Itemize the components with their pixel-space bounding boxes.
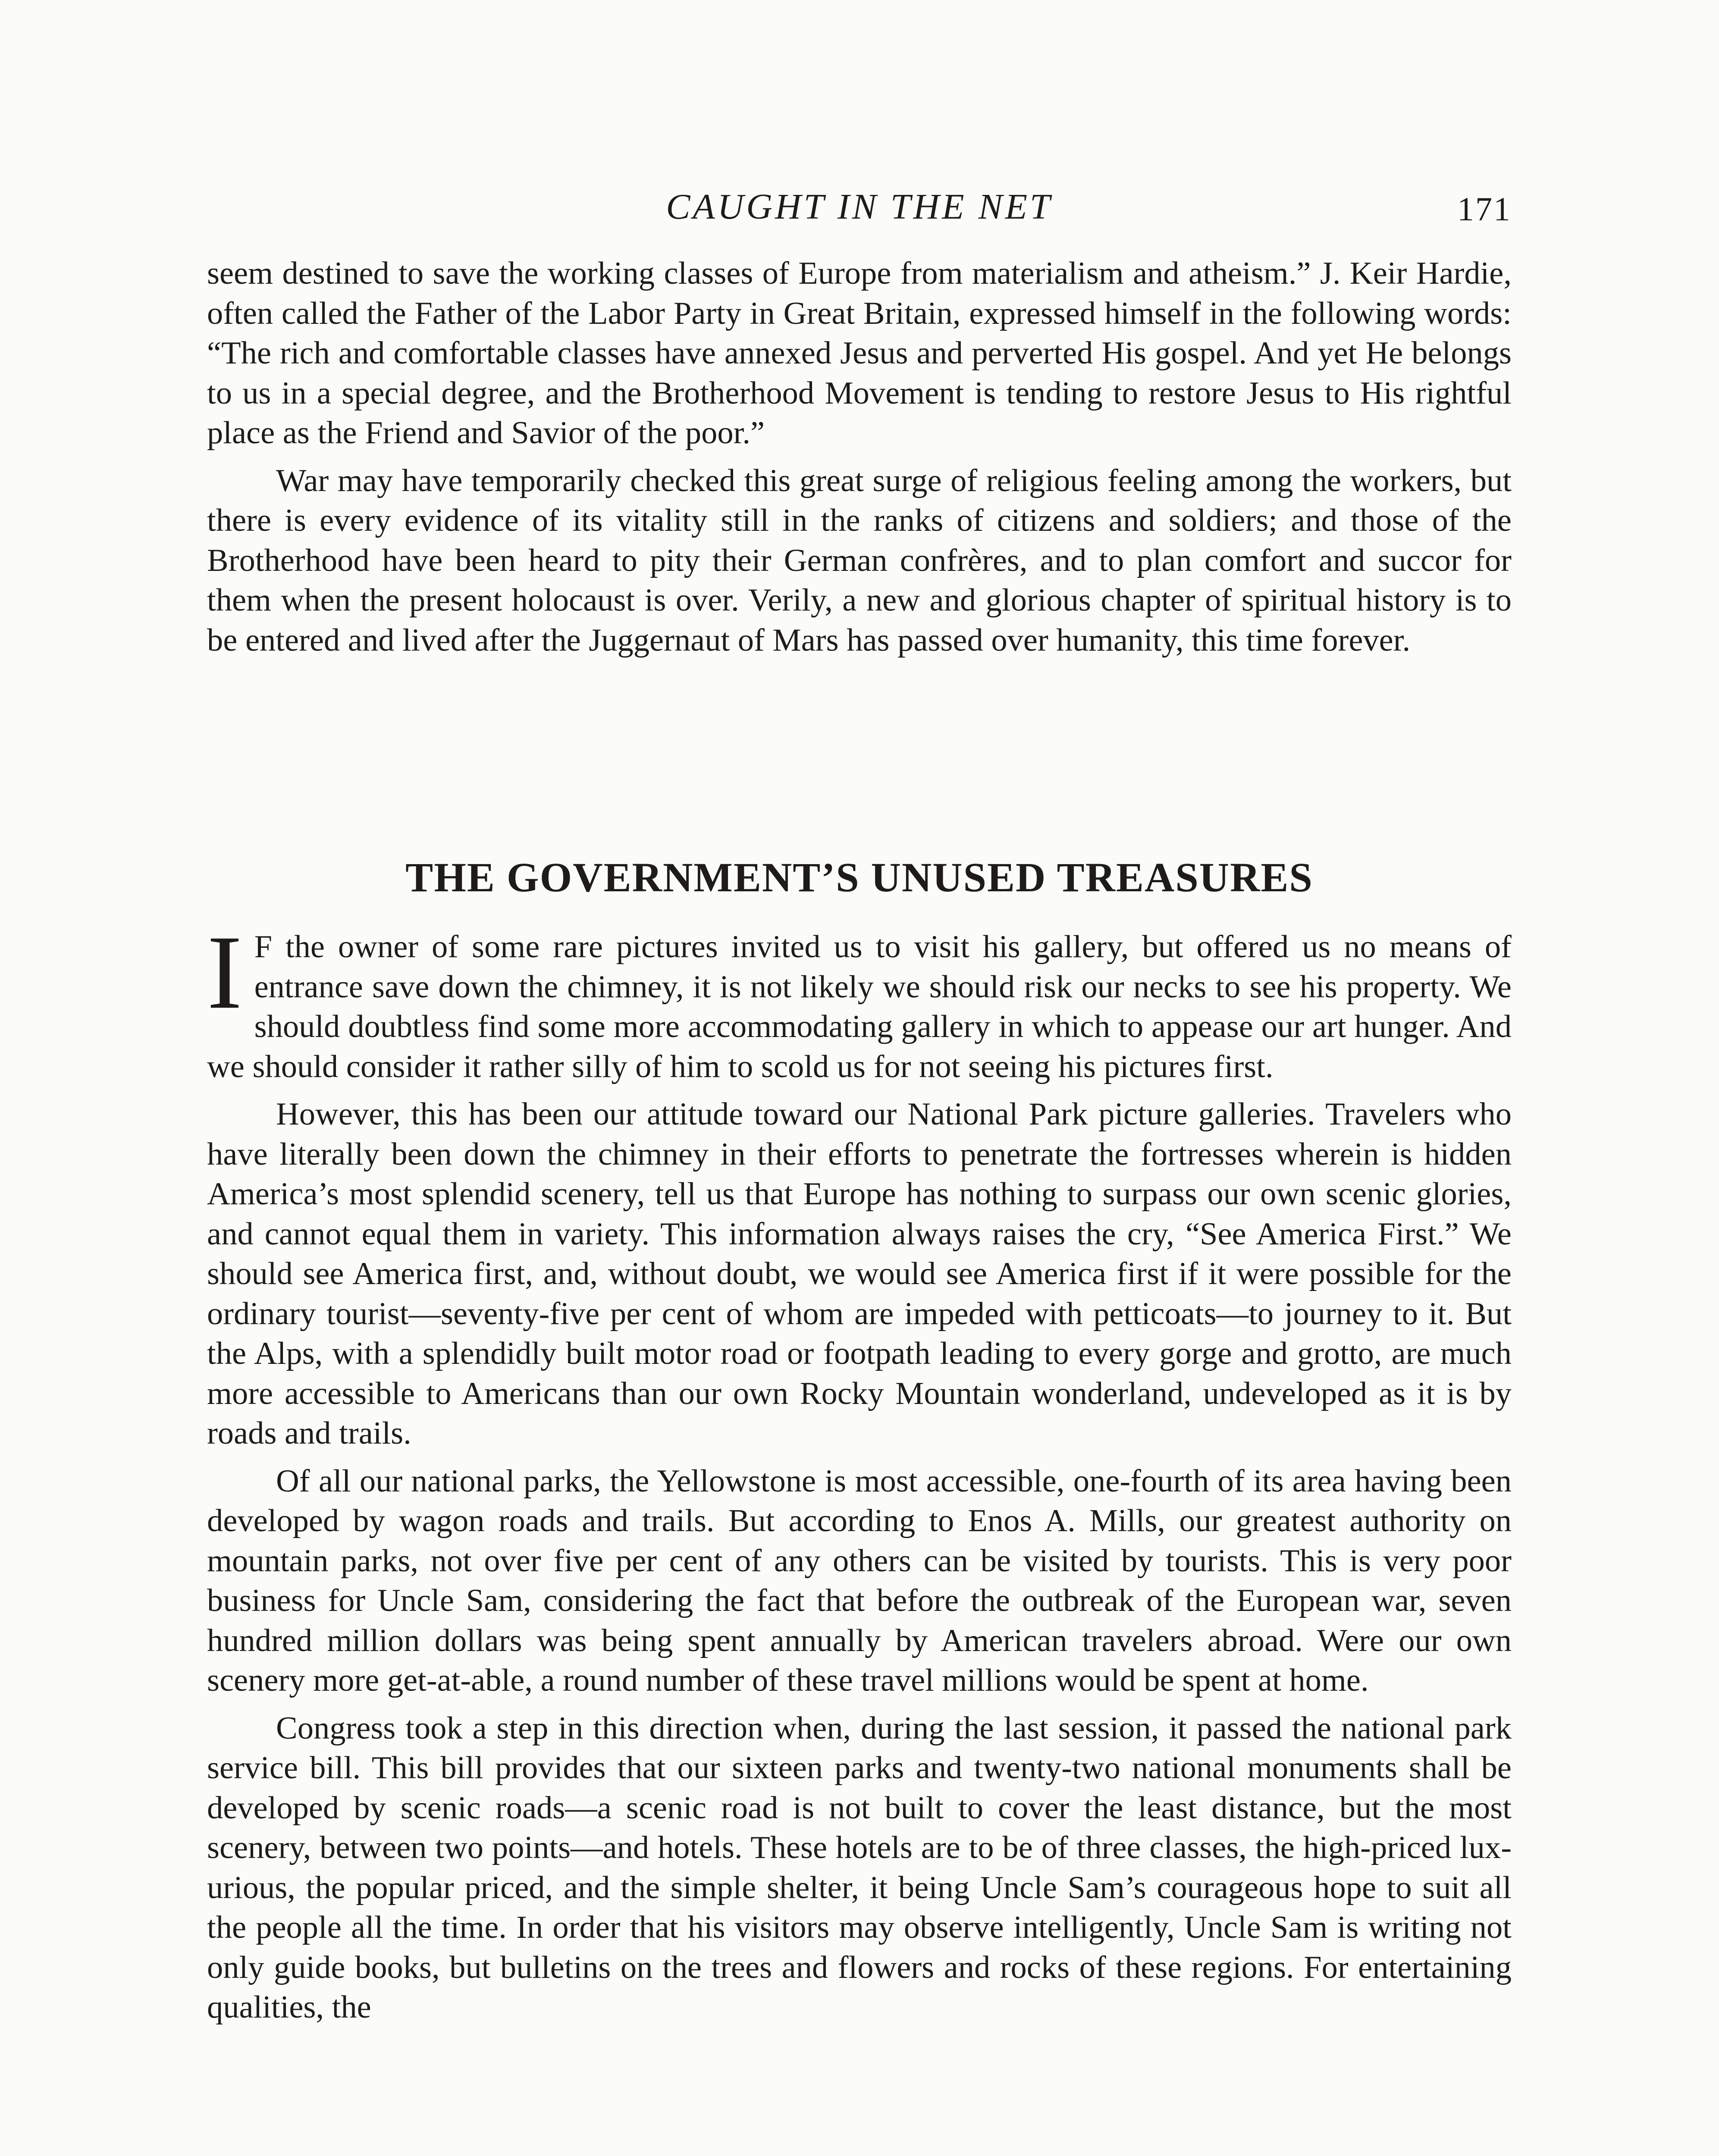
page-number: 171 <box>1457 190 1512 228</box>
paragraph: Of all our national parks, the Yellowstone is most accessible, one-fourth of its area having been developed by wagon roads and trails. But according to Enos A. Mills, our greatest authority on mountain parks, not over five per cent of any others can be visited by tourists. This is very poor business for Uncle Sam, considering the fact that before the outbreak of the European war, seven hundred million dollars was being spent annually by American travelers abroad. Were our own scenery more get-at-able, a round number of these travel millions would be spent at home. <box>207 1463 1512 1698</box>
paragraph: seem destined to save the working classes of Europe from materialism and atheism.” J. Keir Hardie, often called the Father of the Labor Party in Great Britain, expressed himself in the following words: “The rich and comfortable classes have annexed Jesus and perverted His gospel. And yet He belongs to us in a special degree, and the Brotherhood Movement is tending to restore Jesus to His rightful place as the Friend and Savior of the poor.” <box>207 256 1512 451</box>
first-paragraph-text: F the owner of some rare pictures invited us to visit his gallery, but offered us no means of entrance save down the chimney, it is not likely we should risk our necks to see his property. We should doubtless find some more accommodating gallery in which to appease our art hunger. And we should consider it rather silly of him to scold us for not seeing his pictures first. <box>207 929 1512 1084</box>
paragraph: However, this has been our attitude toward our National Park picture galleries. Travelers who have literally been down the chimney in their efforts to penetrate the fortresses wherein is hidden America’s most splendid scenery, tell us that Europe has nothing to surpass our own scenic glories, and cannot equal them in variety. This information always raises the cry, “See America First.” We should see America first, and, without doubt, we would see America first if it were possible for the ordinary tourist—seventy-five per cent of whom are impeded with petticoats—to journey to it. But the Alps, with a splendidly built motor road or footpath leading to every gorge and grotto, are much more accessible to Americans than our own Rocky Mountain wonderland, undeveloped as it is by roads and trails. <box>207 1097 1512 1451</box>
article-body <box>207 914 1512 2035</box>
running-title: CAUGHT IN THE NET <box>666 187 1053 227</box>
paragraph: War may have temporarily checked this great surge of religious feeling among the workers, but there is every evidence of its vitality still in the ranks of citizens and soldiers; and those of the Brotherhood have been heard to pity their German confrères, and to plan comfort and succor for them when the present holocaust is over. Verily, a new and glorious chapter of spiritual history is to be entered and lived after the Juggernaut of Mars has passed over humanity, this time forever. <box>207 463 1512 658</box>
article-title: THE GOVERNMENT’S UNUSED TREASURES <box>405 854 1313 900</box>
paragraph: Congress took a step in this direction when, during the last session, it passed the national park service bill. This bill provides that our sixteen parks and twenty-two national monuments shall be developed by scenic roads—a scenic road is not built to cover the least distance, but the most scenery, between two points—and hotels. These hotels are to be of three classes, the high-priced luxurious, the popular priced, and the simple shelter, it being Uncle Sam’s courageous hope to suit all the people all the time. In order that his visitors may observe intelligently, Uncle Sam is writing not only guide books, but bulletins on the trees and flowers and rocks of these regions. For entertaining qualities, the <box>207 1710 1512 2025</box>
drop-cap: I <box>207 914 242 1031</box>
first-paragraph <box>207 914 1512 1087</box>
running-head <box>207 181 1512 233</box>
previous-article-text <box>207 254 1512 668</box>
